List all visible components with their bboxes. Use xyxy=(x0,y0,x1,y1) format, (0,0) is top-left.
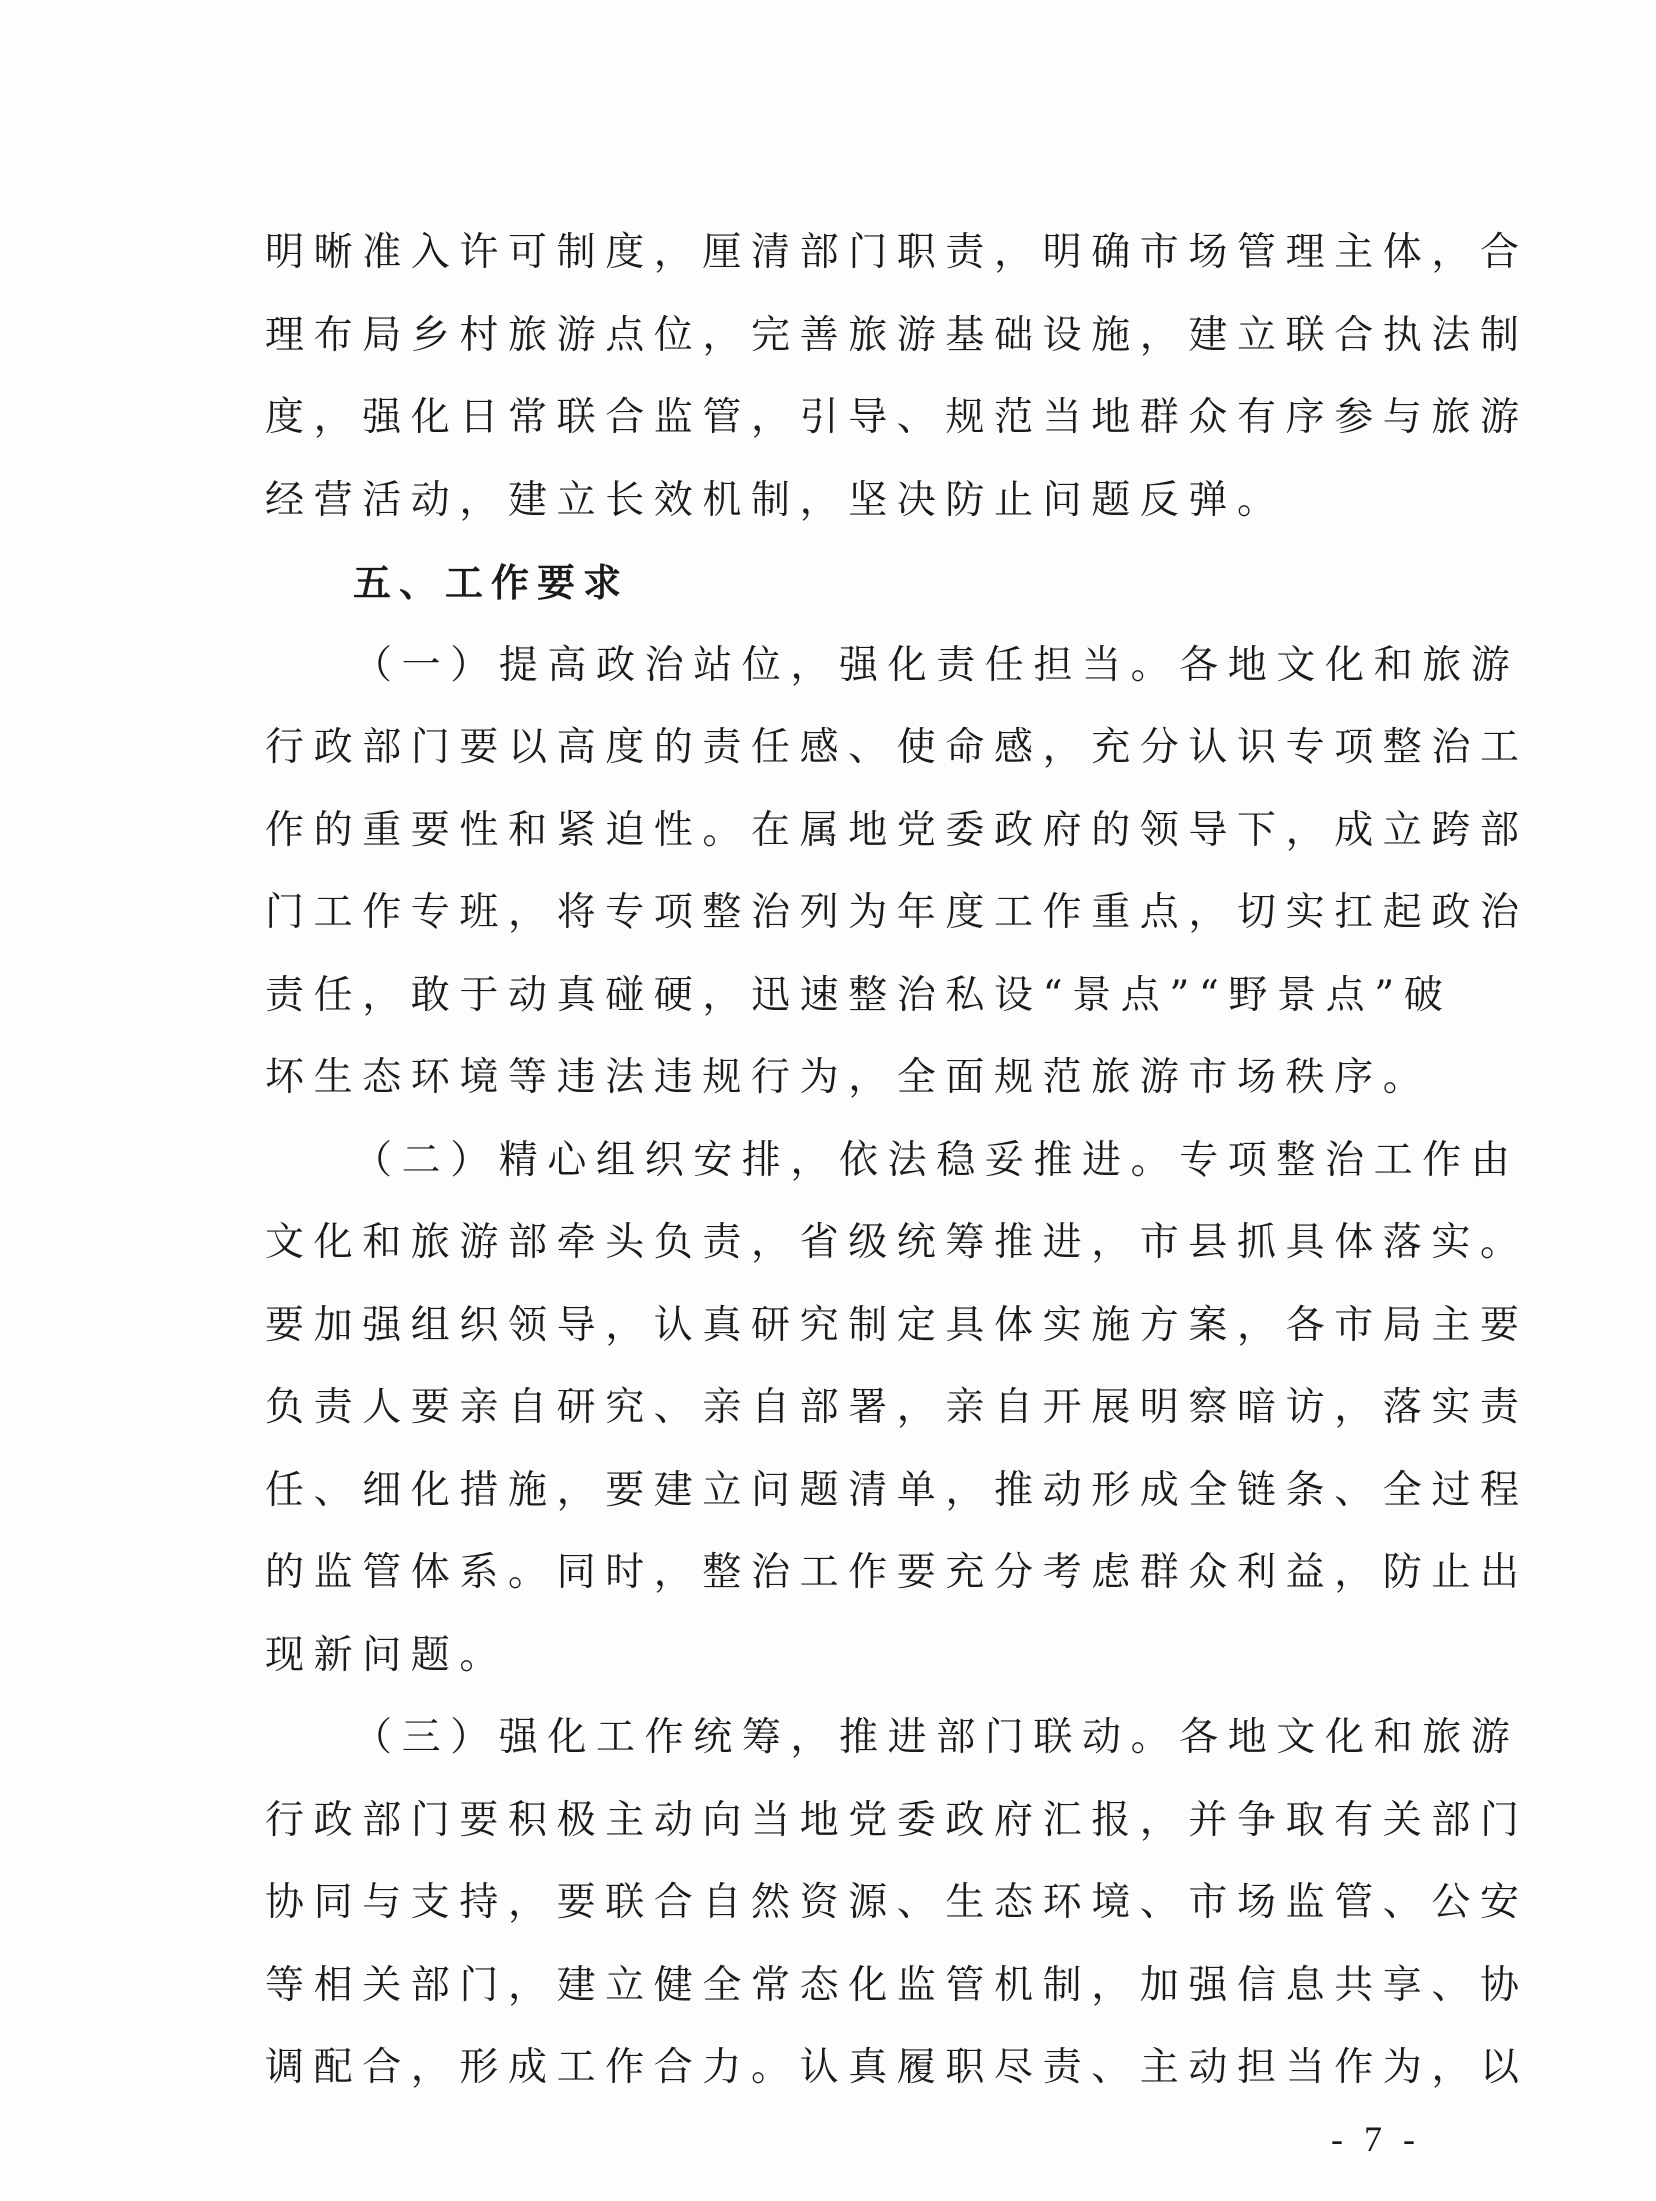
text-line: 的监管体系。同时，整治工作要充分考虑群众利益，防止出 xyxy=(265,1550,1529,1595)
text-line: 负责人要亲自研究、亲自部署，亲自开展明察暗访，落实责 xyxy=(265,1385,1529,1430)
text-line: 度，强化日常联合监管，引导、规范当地群众有序参与旅游 xyxy=(265,395,1529,440)
text-line: 文化和旅游部牵头负责，省级统筹推进，市县抓具体落实。 xyxy=(265,1220,1529,1265)
text-line: 任、细化措施，要建立问题清单，推动形成全链条、全过程 xyxy=(265,1467,1529,1513)
text-line: 调配合，形成工作合力。认真履职尽责、主动担当作为，以 xyxy=(265,2045,1529,2090)
text-line: 行政部门要以高度的责任感、使命感，充分认识专项整治工 xyxy=(265,725,1529,770)
text-line: 门工作专班，将专项整治列为年度工作重点，切实扛起政治 xyxy=(265,890,1529,935)
text-line: 要加强组织领导，认真研究制定具体实施方案，各市局主要 xyxy=(265,1302,1529,1348)
text-line: 经营活动，建立长效机制，坚决防止问题反弹。 xyxy=(265,477,1286,523)
text-line: （二）精心组织安排，依法稳妥推进。专项整治工作由 xyxy=(353,1137,1520,1183)
document-body xyxy=(265,212,1529,2110)
text-line: 明晰准入许可制度，厘清部门职责，明确市场管理主体，合 xyxy=(265,230,1529,275)
text-line: 行政部门要积极主动向当地党委政府汇报，并争取有关部门 xyxy=(265,1797,1529,1843)
text-line: 理布局乡村旅游点位，完善旅游基础设施，建立联合执法制 xyxy=(265,312,1529,358)
page-number: - 7 - xyxy=(1331,2119,1421,2159)
text-line: 等相关部门，建立健全常态化监管机制，加强信息共享、协 xyxy=(265,1962,1529,2008)
text-line: 协同与支持，要联合自然资源、生态环境、市场监管、公安 xyxy=(265,1880,1529,1925)
text-line: （三）强化工作统筹，推进部门联动。各地文化和旅游 xyxy=(353,1715,1520,1760)
section-heading: 五、工作要求 xyxy=(353,561,630,605)
text-line: 作的重要性和紧迫性。在属地党委政府的领导下，成立跨部 xyxy=(265,807,1529,853)
text-line: 责任，敢于动真碰硬，迅速整治私设“景点”“野景点”破 xyxy=(265,972,1453,1018)
text-line: 坏生态环境等违法违规行为，全面规范旅游市场秩序。 xyxy=(265,1055,1432,1100)
text-line: 现新问题。 xyxy=(265,1632,509,1678)
text-line: （一）提高政治站位，强化责任担当。各地文化和旅游 xyxy=(353,642,1520,688)
